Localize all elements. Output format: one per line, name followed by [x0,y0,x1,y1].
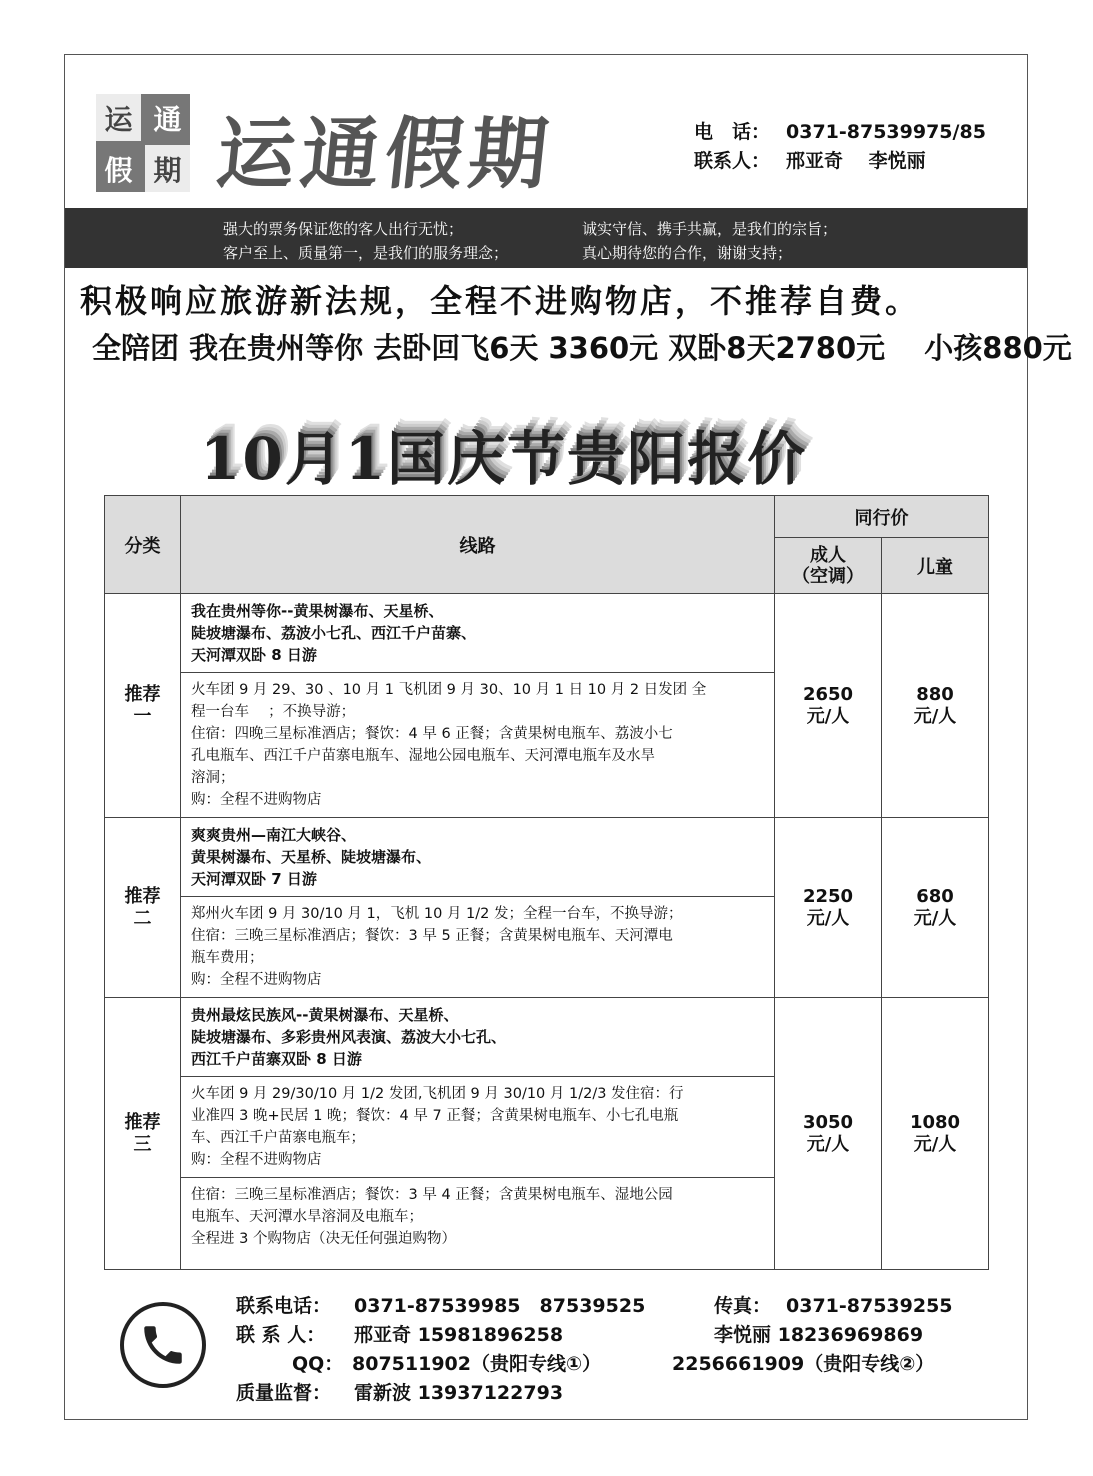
header-contacts: 邢亚奇 李悦丽 [786,150,926,172]
footer-contact-1: 邢亚奇 15981896258 [354,1324,564,1346]
route-detail: 火车团 9 月 29、30 、10 月 1 飞机团 9 月 30、10 月 1 日 10 月 2 日发团 全 程一台车 ；不换导游； 住宿：四晚三星标准酒店；餐饮：4 早 6 正餐；含黄果树电瓶车、荔波小七 孔电瓶车、西江千户苗寨电瓶车、湿地公园电瓶车、天河潭电瓶车及水旱 溶洞； 购：全程不进购物店 [191,682,707,808]
footer-qq-1: 807511902（贵阳专线①） [352,1353,602,1375]
col-header-category: 分类 [105,496,181,594]
logo-char: 期 [145,145,190,192]
footer-tel-label: 联系电话： [236,1295,332,1317]
policy-headline: 积极响应旅游新法规，全程不进购物店，不推荐自费。 [80,282,921,320]
route-detail-extra: 住宿：三晚三星标准酒店；餐饮：3 早 4 正餐；含黄果树电瓶车、湿地公园 电瓶车、天河潭水旱溶洞及电瓶车； 全程进 3 个购物店（决无任何强迫购物） [191,1187,673,1247]
slogan-right-1: 诚实守信、携手共赢，是我们的宗旨； [582,220,838,238]
child-price: 1080 元/人 [882,998,989,1270]
adult-price: 2650 元/人 [775,594,882,818]
contact-label: 联系人： [694,150,771,172]
main-title: 10月1国庆节贵阳报价 [200,425,808,493]
footer-tel: 0371-87539985 87539525 [354,1295,646,1317]
row-category: 推荐 三 [105,998,181,1270]
brand-name: 运通假期 [212,109,559,200]
col-header-route: 线路 [181,496,775,594]
slogan-band [65,208,1027,268]
footer-contact-label: 联 系 人： [236,1324,326,1346]
header-phone: 0371-87539975/85 [786,121,986,143]
route-title: 我在贵州等你--黄果树瀑布、天星桥、 陡坡塘瀑布、荔波小七孔、西江千户苗寨、 天河潭双卧 8 日游 [181,594,774,673]
row-route [181,594,775,818]
col-header-price-group: 同行价 [775,496,989,538]
header-contact [694,118,986,176]
table-row [105,818,989,998]
row-category: 推荐 一 [105,594,181,818]
route-detail: 火车团 9 月 29/30/10 月 1/2 发团,飞机团 9 月 30/10 月 1/2/3 发住宿：行 业准四 3 晚+民居 1 晚；餐饮：4 早 7 正餐；含黄果树电瓶车、小七孔电瓶 车、西江千户苗寨电瓶车； 购：全程不进购物店 [181,1077,774,1178]
slogan-right-2: 真心期待您的合作，谢谢支持； [582,244,793,262]
footer-contact-2: 李悦丽 18236969869 [714,1324,924,1346]
footer-qq-2: 2256661909（贵阳专线②） [672,1353,935,1375]
child-price: 880 元/人 [882,594,989,818]
row-route [181,818,775,998]
slogan-left-1: 强大的票务保证您的客人出行无忧； [223,220,464,238]
promo-subline: 全陪团 我在贵州等你 去卧回飞6天 3360元 双卧8天2780元 小孩880元 [92,331,1072,365]
table-row [105,594,989,818]
route-title: 贵州最炫民族风--黄果树瀑布、天星桥、 陡坡塘瀑布、多彩贵州风表演、荔波大小七孔、 西江千户苗寨双卧 8 日游 [181,998,774,1077]
price-table [104,495,989,1270]
footer-qq-label: QQ： [292,1353,344,1375]
phone-icon [120,1302,206,1388]
row-route [181,998,775,1270]
col-header-adult: 成人 （空调） [775,538,882,594]
child-price: 680 元/人 [882,818,989,998]
brand-logo [96,94,190,192]
route-title: 爽爽贵州—南江大峡谷、 黄果树瀑布、天星桥、陡坡塘瀑布、 天河潭双卧 7 日游 [181,818,774,897]
logo-char: 假 [96,145,141,192]
logo-char: 运 [96,94,141,141]
footer-quality-label: 质量监督： [236,1382,332,1404]
adult-price: 3050 元/人 [775,998,882,1270]
route-detail: 郑州火车团 9 月 30/10 月 1，飞机 10 月 1/2 发；全程一台车，不换导游； 住宿：三晚三星标准酒店；餐饮：3 早 5 正餐；含黄果树电瓶车、天河潭电 瓶车费用； 购：全程不进购物店 [191,906,683,988]
slogan-left-2: 客户至上、质量第一，是我们的服务理念； [223,244,509,262]
footer-fax-label: 传真： [714,1295,772,1317]
phone-label: 电 话： [694,121,771,143]
col-header-child: 儿童 [882,538,989,594]
footer-fax: 0371-87539255 [786,1295,953,1317]
table-row [105,998,989,1270]
adult-price: 2250 元/人 [775,818,882,998]
logo-char: 通 [145,94,190,141]
row-category: 推荐 二 [105,818,181,998]
footer-quality: 雷新波 13937122793 [354,1382,564,1404]
